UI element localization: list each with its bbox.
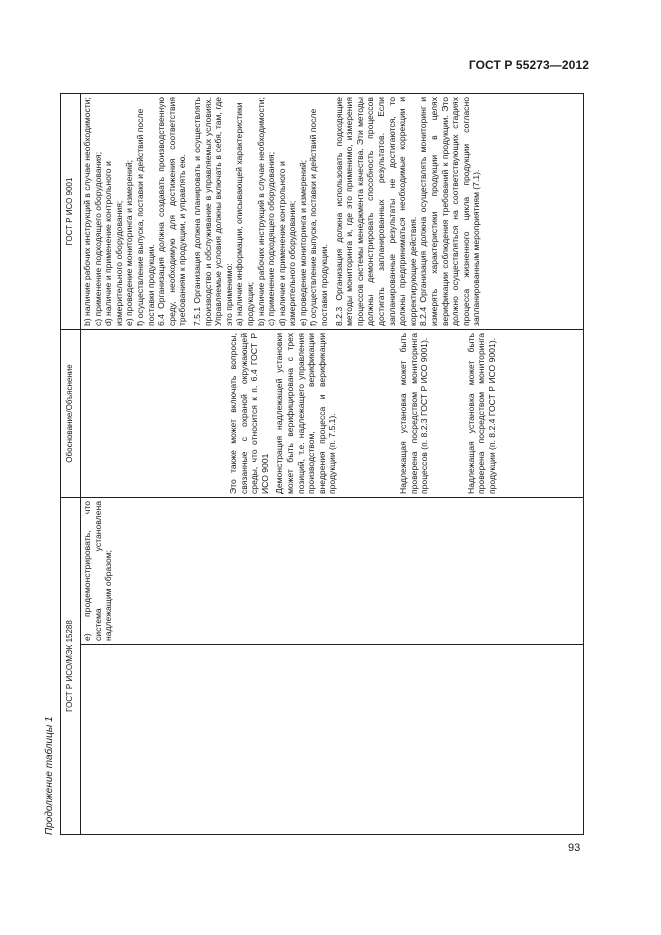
table-caption: Продолжение таблицы 1 [44,716,55,835]
list-b-item: f) осуществление выпуска, поставки и действий после поставки продукции. [308,108,330,326]
justification-p1: Это также может включать вопросы, связанные с охраной окружающей среды, что относится к п. 6.4 ГОСТ Р ИСО 9001 [228,333,270,494]
list-a-item: d) наличие и применение контрольного и измерительного оборудования; [103,161,124,326]
header-gost-15288: ГОСТ Р ИСО/МЭК 15288 [61,498,81,835]
cell-gost-9001 [81,94,584,330]
justification-p4: Надлежащая установка может быть проверена посредством мониторинга продукции (п. 8.2.4 ГОСТ Р ИСО 9001). [465,333,497,494]
list-b-item: a) наличие информации, описывающей характеристики продукции; [234,102,255,326]
list-b-item: e) проведение мониторинга и измерений; [297,159,308,326]
justification-p3: Надлежащая установка может быть проверена посредством мониторинга процессов (п. 8.2.3 ГОСТ Р ИСО 9001). [397,333,430,494]
header-gost-9001: ГОСТ Р ИСО 9001 [61,94,81,330]
list-a-item: c) применение подходящего оборудования; [92,151,103,326]
cell-empty-left [81,645,584,835]
comparison-table [60,93,584,835]
list-b-item: d) наличие и применение контрольного и измерительного оборудования; [276,161,298,326]
rotated-table-content [42,94,580,835]
header-justification: Обоснование/Объяснение [61,330,81,498]
clause-6-4: 6.4 Организация должна создавать производственную среду, необходимую для достижения соответствия требованиям к продукции, и управлять ею. [156,97,188,326]
justification-p2: Демонстрация надлежащей установки может быть верифицирована с трех позиций, т.е. надлежащего управления производством, верификации внедрения процесса и верификации продукции (п. 7.5.1). [274,333,338,494]
cell-justification [81,330,584,498]
table-header-row [61,94,81,835]
list-b-item: b) наличие рабочих инструкций в случае необходимости; [255,97,266,326]
list-b-item: c) применение подходящего оборудования; [266,151,277,326]
clause-8-2-3: 8.2.3 Организация должна использовать подходящие методы мониторинга и, где это применимо, измерения процессов системы менеджмента качества. Эти методы должны демонстрировать способность процессов достигать запланированных результатов. Если запланированные результаты не достигаются, то должны предприниматься необходимые коррекции и корректирующие действия. [333,97,418,326]
page-number: 93 [568,842,581,854]
list-a-item: f) осуществление выпуска, поставки и действий после поставки продукции. [134,108,156,326]
table-row [81,94,584,835]
list-a-item: b) наличие рабочих инструкций в случае необходимости; [82,97,92,326]
cell-gost-15288 [81,498,584,645]
requirement-text: e) продемонстрировать, что система установлена надлежащим образом; [82,501,114,641]
list-a-item: e) проведение мониторинга и измерений; [124,159,135,326]
document-code: ГОСТ Р 55273—2012 [468,58,589,72]
clause-8-2-4: 8.2.4 Организация должна осуществлять мониторинг и измерять характеристики продукции в целях верификации соблюдения требований к продукции. Это должно осуществляться на соответствующих стадиях процесса жизненного цикла продукции согласно запланированным мероприятиям (7.1). [418,97,482,326]
clause-7-5-1: 7.5.1 Организация должна планировать и осуществлять производство и обслуживание в управляемых условиях. Управляемые условия должны включать в себя, там, где это применимо: [191,97,234,326]
rotated-table-frame [42,94,580,835]
